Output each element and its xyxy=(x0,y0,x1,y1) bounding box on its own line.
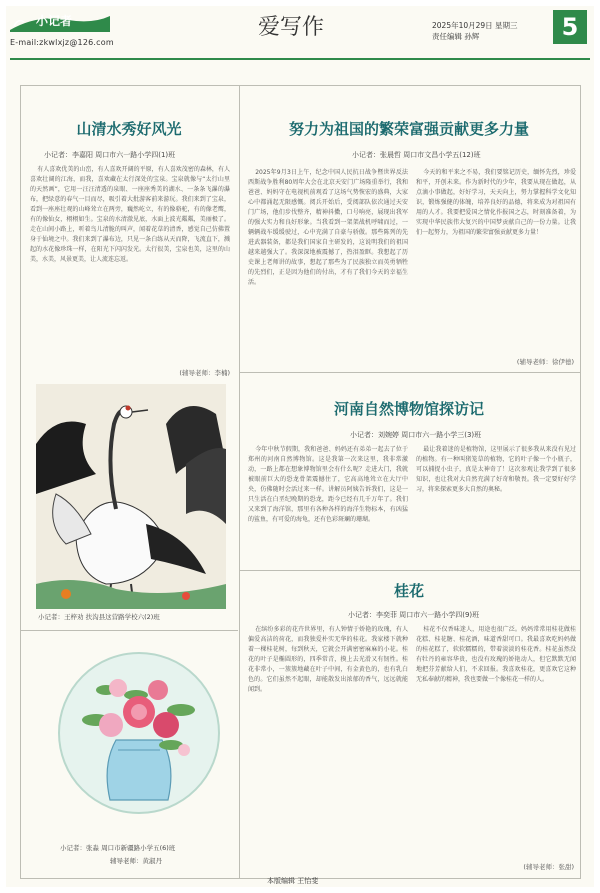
image-teacher: 辅导老师：黄淑丹 xyxy=(110,857,162,865)
divider xyxy=(21,630,238,631)
article-byline: 小记者：李嘉阳 周口市六一路小学四(1)班 xyxy=(44,151,176,159)
article-body-col2: 今天的和平来之不易，我们要铭记历史，缅怀先烈，珍爱和平，开创未来。作为新时代的少年，我要从现在做起，从点滴小事做起，好好学习，天天向上，努力掌握科学文化知识，锻炼强健的体魄，培养良好的品德，将来成为对祖国有用的人才。我要把爱国之情化作报国之志，时刻准备着，为实现中华民族伟大复兴的中国梦贡献自己的一份力量。让我们一起努力，为祖国的繁荣富强贡献更多力量！ xyxy=(416,169,576,236)
header-rule xyxy=(10,58,590,60)
article-title: 努力为祖国的繁荣富强贡献更多力量 xyxy=(288,120,529,138)
section-title: 爱写作 xyxy=(258,15,325,40)
section-banner-label: 小记者 xyxy=(36,14,73,28)
teacher-credit: (辅导老师：李楠) xyxy=(179,369,230,377)
article-body-col1: 2025年9月3日上午，纪念中国人民抗日战争暨世界反法西斯战争胜利80周年大会在北京天安门广场隆重举行，我和爸爸、妈妈守在电视机前观看了这场气势恢宏的盛典，大家心中都涌起无限感慨。阅兵开始后，受阅部队依次通过天安门广场，他们步伐整齐，精神抖擞，口号响亮，展现出我军的强大实力和良好形象。当我看到一架架战机呼啸而过，一辆辆战车缓缓驶过，心中充满了自豪与骄傲。那些陈列的先进武器装备，都是我们国家自主研发的，这说明我们的祖国越来越强大了。我深深地被震撼了，热泪盈眶。我想起了历史课上老师讲的故事，想起了那些为了民族独立而英勇牺牲的先烈们，正是因为他们的付出，才有了我们今天的幸福生活。 xyxy=(248,169,408,286)
article-body-col2: 桂花不仅香味迷人，用途也很广泛。妈妈常常用桂花做桂花糕、桂花糖、桂花酒，味道香甜可口。我最喜欢吃妈妈做的桂花糕了，软软糯糯的，带着淡淡的桂花香。桂花虽然没有牡丹的雍容华贵，也没有玫瑰的娇艳动人，但它默默无闻地把芬芳献给人们，不求回报。我喜欢桂花，更喜欢它这种无私奉献的精神，我也要做一个像桂花一样的人。 xyxy=(416,626,576,683)
teacher-credit: (辅导老师：徐伊德) xyxy=(516,358,574,366)
article-byline: 小记者：张晨哲 周口市文昌小学五(12)班 xyxy=(352,151,481,159)
page-number: 5 xyxy=(553,10,587,44)
divider xyxy=(239,570,580,571)
page-editor-credit: 本版编辑 王怡斐 xyxy=(267,877,319,885)
header-info xyxy=(432,20,518,42)
article-title: 河南自然博物馆探访记 xyxy=(333,400,484,418)
article-byline: 小记者：刘婉婷 周口市六一路小学三(3)班 xyxy=(350,431,482,439)
article-title: 桂花 xyxy=(393,582,424,600)
divider xyxy=(239,372,580,373)
article-body-col2: 最让我着迷的是植物馆，这里展示了很多我从来没有见过的植物。有一种叫猪笼草的植物，它的叶子像一个小瓶子，可以捕捉小虫子，真是太神奇了！这次参观让我学到了很多知识，也让我对大自然充满了好奇和敬畏。我一定要好好学习，将来探索更多大自然的奥秘。 xyxy=(416,446,576,493)
article-byline: 小记者：李奕菲 周口市六一路小学四(9)班 xyxy=(348,611,480,619)
crane-painting xyxy=(36,384,226,609)
flower-vase-painting xyxy=(56,650,222,816)
editors-line: 责任编辑 孙辉 xyxy=(432,32,480,41)
article-body-col1: 今年中秋节假期，我和爸爸、妈妈还有弟弟一起去了位于郑州的河南自然博物馆。这是我第一次来这里，我非常激动，一路上都在想象博物馆里会有什么呢？走进大门，我就被眼前巨大的恐龙骨架震撼住了，它高高地耸立在大厅中央，仿佛随时会活过来一样。讲解员阿姨告诉我们，这是一只生活在白垩纪晚期的恐龙，距今已经有几千万年了。我们又来到了海洋馆，那里有各种各样的海洋生物标本，有凶猛的鲨鱼，有可爱的海龟，还有色彩斑斓的珊瑚。 xyxy=(248,446,408,523)
image-caption: 小记者：王梓劝 扶沟县这营路学校六(2)班 xyxy=(38,613,160,621)
teacher-credit: (辅导老师：张甜) xyxy=(523,863,574,871)
article-body: 有人喜欢优美的山峦，有人喜欢开阔的平原，有人喜欢茂密的森林，有人喜欢壮阔的江海，而我，喜欢藏在太行深处的宝泉。宝泉就像与“太行山里的天然画”，它用一汪汪清透的泉眼、一座座秀美的湖水、一条条飞瀑的瀑布，把绿意的春气一目而尽，吸引着大批游客前来游玩。我们来到了宝泉，看到一座座壮观的山峰耸立在两旁，巍然屹立，有的像骆驼，有的像老鹰，有的像仙女，栩栩如生。宝泉的水清澈见底，水面上波光粼粼，美丽极了。走在山间小路上，听着鸟儿清脆的叫声，闻着花草的清香，感觉自己仿佛置身于仙境之中。我们来到了瀑布边，只见一条白练从天而降，飞流直下，溅起的水花像珍珠一样，在阳光下闪闪发光。太行很美，宝泉也美，这里的山美，水美，风景更美，让人流连忘返。 xyxy=(30,166,230,263)
date-line: 2025年10月29日 星期三 xyxy=(432,21,518,30)
image-caption: 小记者：张淼 周口市新疆路小学五(6)班 xyxy=(60,844,176,852)
article-body-col1: 在缤纷多彩的花卉世界里，有人钟情于娇艳的玫瑰，有人偏爱高洁的荷花，而我独爱朴实无华的桂花。我家楼下就种着一棵桂花树，每到秋天，它就会开满密密麻麻的小花。桂花的叶子是椭圆形的，四季常青，摸上去光滑又有韧性。桂花非常小，一簇簇地藏在叶子中间，有金黄色的，也有乳白色的。它们虽然不起眼，却能散发出浓郁的香气，远远就能闻到。 xyxy=(248,626,408,693)
article-title: 山清水秀好风光 xyxy=(76,120,182,138)
contact-email: E-mail:zkwlxjz@126.com xyxy=(10,38,114,47)
